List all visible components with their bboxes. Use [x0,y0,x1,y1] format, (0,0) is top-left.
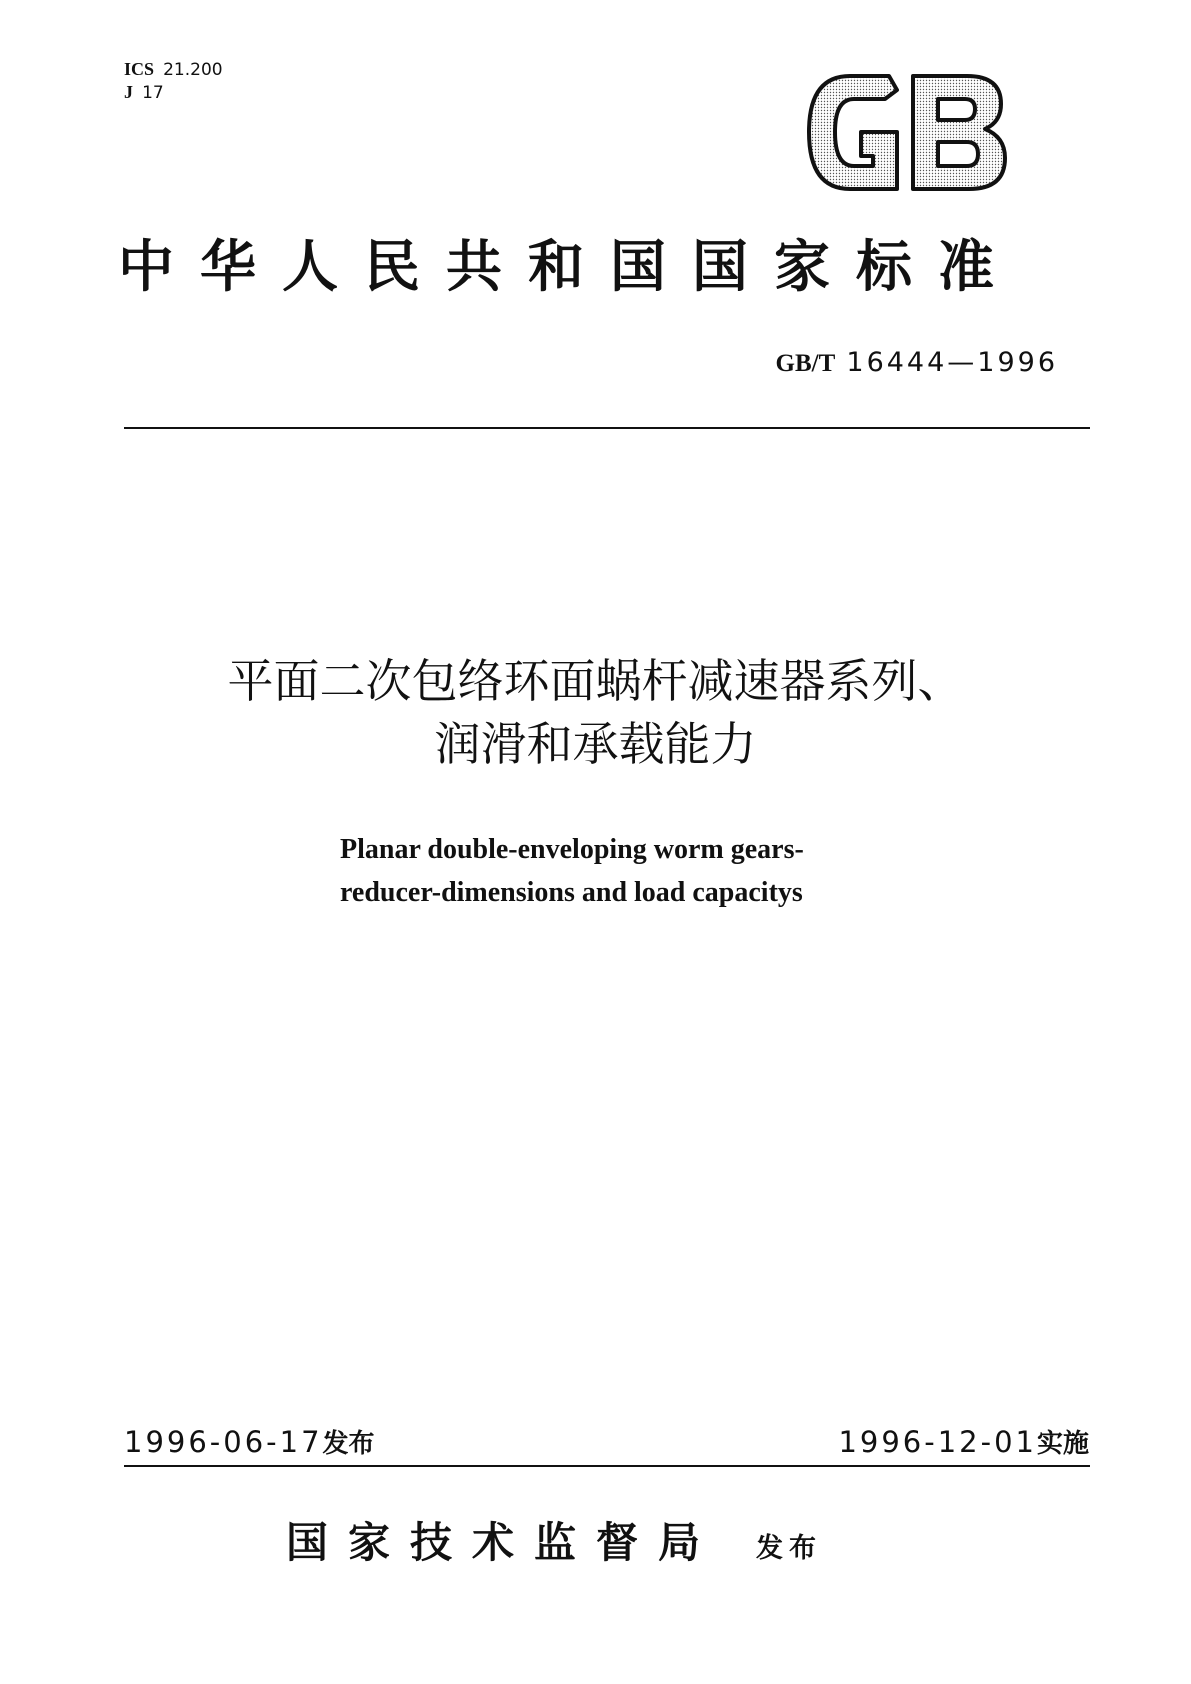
gb-logo [805,70,1010,195]
issuer-line [286,1515,822,1580]
issue-label: 发布 [756,1533,823,1564]
english-title-line-2: reducer-dimensions and load capacitys [340,877,803,908]
english-title-line-1: Planar double-enveloping worm gears- [340,834,804,865]
standard-number [776,345,1058,384]
classification-codes [124,58,223,104]
release-label: 发布 [322,1429,375,1459]
implementation-date-value: 1996-12-01 [838,1425,1037,1459]
implementation-label: 实施 [1036,1429,1089,1459]
standard-prefix: GB/T [775,350,836,377]
footer-divider [124,1465,1090,1467]
release-date [124,1422,375,1467]
ccs-label: J [124,82,133,102]
chinese-title-line-1: 平面二次包络环面蜗杆减速器系列、 [227,654,964,708]
issuer-name: 国家技术监督局 [286,1518,721,1567]
chinese-title-line-2: 润滑和承载能力 [434,717,757,771]
english-title [340,828,804,914]
standard-code: 16444—1996 [846,347,1058,378]
header-divider [124,427,1090,429]
ics-code [124,58,223,81]
implementation-date [838,1422,1089,1467]
ccs-code [124,81,223,104]
national-standard-heading: 中华人民共和国国家标准 [118,234,1020,300]
ics-value: 21.200 [163,60,223,80]
release-date-value: 1996-06-17 [124,1425,323,1459]
ccs-value: 17 [142,83,164,103]
chinese-title [0,650,1191,776]
ics-label: ICS [124,59,155,79]
